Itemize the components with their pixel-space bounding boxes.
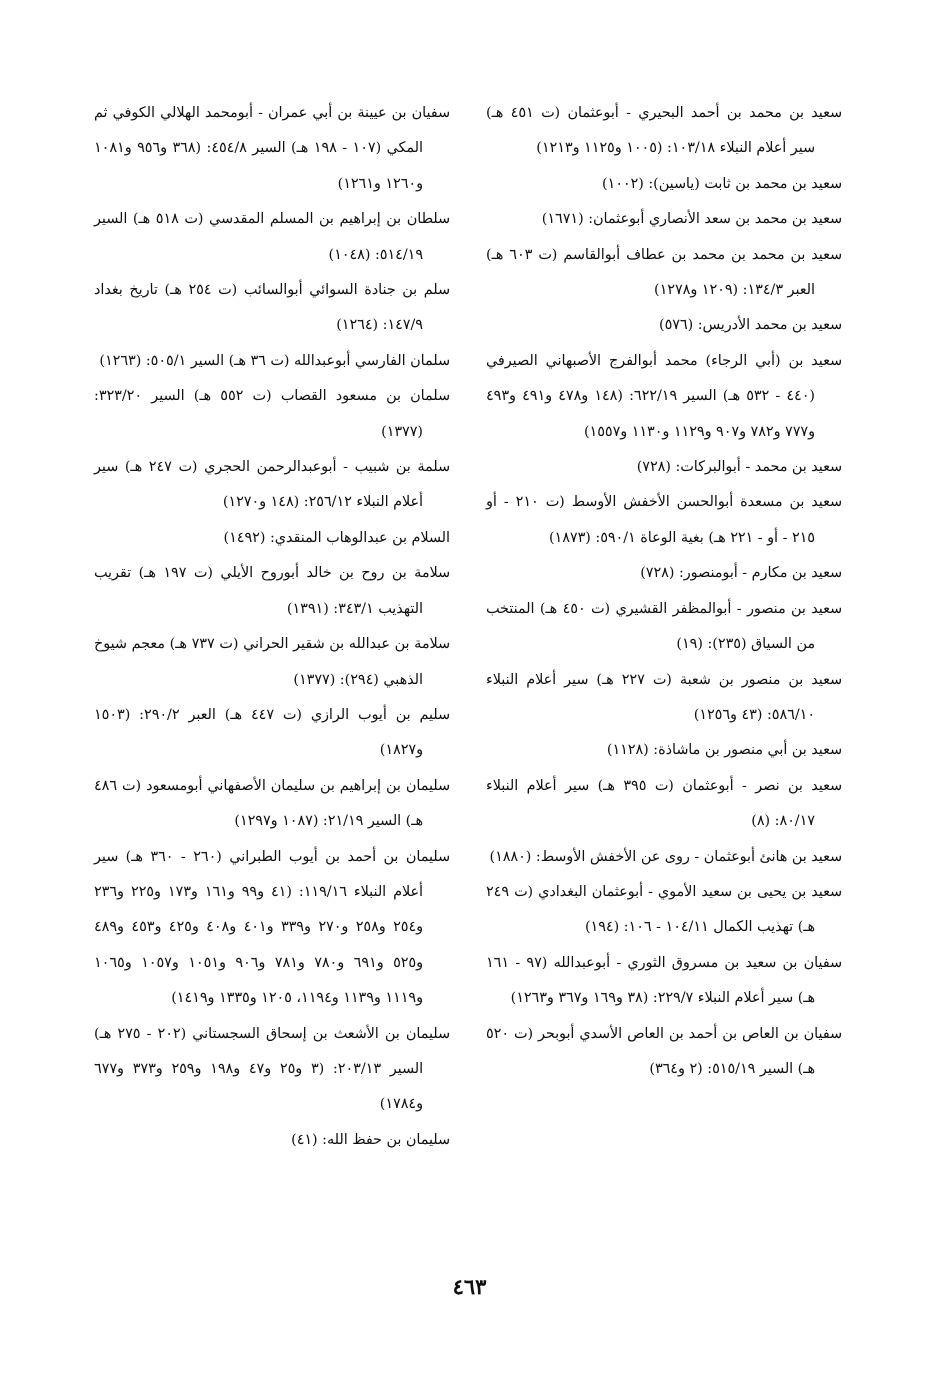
index-entry: سعيد بن مسعدة أبوالحسن الأخفش الأوسط (ت ٢١٠ - أو ٢١٥ - أو - ٢٢١ هـ) بغية الوعاة ٥٩٠/١: (١٨٧٣) xyxy=(486,494,843,546)
index-entry: سعيد بن محمد بن ثابت (ياسين): (١٠٠٢) xyxy=(601,175,842,192)
index-entry: سليمان بن حفظ الله: (٤١) xyxy=(291,1131,450,1148)
index-entry: سفيان بن عيينة بن أبي عمران - أبومحمد الهلالي الكوفي ثم المكي (١٠٧ - ١٩٨ هـ) السير ٤٥٤/٨: (٣٦٨ و٩٥٦ و١٠٨١ و١٢٦٠ و١٢٦١) xyxy=(94,105,450,192)
index-entry: سلامة بن عبدالله بن شقير الحراني (ت ٧٣٧ هـ) معجم شيوخ الذهبي (٢٩٤): (١٣٧٧) xyxy=(94,636,450,688)
page-number: ٤٦٣ xyxy=(452,1274,487,1299)
index-entry: سعيد بن هانئ أبوعثمان - روى عن الأخفش الأوسط: (١٨٨٠) xyxy=(489,848,842,865)
index-entry: سلمان بن مسعود القصاب (ت ٥٥٢ هـ) السير ٣٢٣/٢٠: (١٣٧٧) xyxy=(94,388,450,440)
index-entry: سعيد بن (أبي الرجاء) محمد أبوالفرج الأصبهاني الصيرفي (٤٤٠ - ٥٣٢ هـ) السير ٦٢٢/١٩: (١٤٨ و٤٧٨ و٤٩١ و٤٩٣ و٧٧٧ و٧٨٢ و٩٠٧ و١١٢٩ و١١٣٠ و١٥٥٧) xyxy=(486,352,842,440)
index-entry: سليمان بن الأشعث بن إسحاق السجستاني (٢٠٢ - ٢٧٥ هـ) السير ٢٠٣/١٣: (٣ و٢٥ و٤٧ و١٩٨ و٢٥٩ و٣٧٣ و٦٧٧ و١٧٨٤) xyxy=(94,1025,450,1113)
index-entry: سلامة بن روح بن خالد أبوروح الأيلي (ت ١٩٧ هـ) تقريب التهذيب ٣٤٣/١: (١٣٩١) xyxy=(94,565,451,617)
right-column xyxy=(486,96,842,1256)
index-entry: سليم بن أيوب الرازي (ت ٤٤٧ هـ) العبر ٢٩٠/٢: (١٥٠٣ و١٨٢٧) xyxy=(94,706,450,759)
index-entry: سليمان بن إبراهيم بن سليمان الأصفهاني أبومسعود (ت ٤٨٦ هـ) السير ٢١/١٩: (١٠٨٧ و١٢٩٧) xyxy=(94,777,450,830)
index-entry: سلمة بن شبيب - أبوعبدالرحمن الحجري (ت ٢٤٧ هـ) سير أعلام النبلاء ٢٥٦/١٢: (١٤٨ و١٢٧٠) xyxy=(94,459,451,511)
index-entry: سفيان بن العاص بن أحمد بن العاص الأسدي أبوبحر (ت ٥٢٠ هـ) السير ٥١٥/١٩: (٢ و٣٦٤) xyxy=(486,1025,842,1077)
index-entry: سعيد بن محمد الأدريس: (٥٧٦) xyxy=(658,317,842,334)
index-entry: سعيد بن محمد بن أحمد البحيري - أبوعثمان (ت ٤٥١ هـ) سير أعلام النبلاء ١٠٣/١٨: (١٠٠٥ و١١٢٥ و١٢١٣) xyxy=(486,105,842,157)
index-entry: سفيان بن سعيد بن مسروق الثوري - أبوعبدالله (٩٧ - ١٦١ هـ) سير أعلام النبلاء ٢٢٩/٧: (٣٨ و١٦٩ و٣٦٧ و١٢٦٣) xyxy=(486,954,842,1007)
index-entry: السلام بن عبدالوهاب المنقدي: (١٤٩٢) xyxy=(223,529,450,546)
index-entry: سعيد بن محمد بن سعد الأنصاري أبوعثمان: (١٦٧١) xyxy=(541,211,842,228)
index-columns xyxy=(94,96,842,1256)
index-entry: سعيد بن أبي منصور بن ماشاذة: (١١٢٨) xyxy=(606,742,842,759)
index-entry: سعيد بن يحيى بن سعيد الأموي - أبوعثمان البغدادي (ت ٢٤٩ هـ) تهذيب الكمال ١٠٤/١١ - ١٠٦: (١٩٤) xyxy=(486,883,842,936)
index-entry: سلم بن جنادة السوائي أبوالسائب (ت ٢٥٤ هـ) تاريخ بغداد ١٤٧/٩: (١٢٦٤) xyxy=(94,282,451,334)
index-entry: سعيد بن منصور بن شعبة (ت ٢٢٧ هـ) سير أعلام النبلاء ٥٨٦/١٠: (٤٣ و١٢٥٦) xyxy=(486,671,842,723)
left-column xyxy=(94,96,450,1256)
index-entry: سعيد بن مكارم - أبومنصور: (٧٢٨) xyxy=(640,565,842,582)
index-entry: سلمان الفارسي أبوعبدالله (ت ٣٦ هـ) السير ٥٠٥/١: (١٢٦٣) xyxy=(99,352,450,369)
index-entry: سلطان بن إبراهيم بن المسلم المقدسي (ت ٥١٨ هـ) السير ٥١٤/١٩: (١٠٤٨) xyxy=(94,211,451,263)
index-entry: سعيد بن محمد - أبوالبركات: (٧٢٨) xyxy=(636,459,842,476)
index-entry: سعيد بن منصور - أبوالمظفر القشيري (ت ٤٥٠ هـ) المنتخب من السياق (٢٣٥): (١٩) xyxy=(486,600,842,653)
index-entry: سعيد بن نصر - أبوعثمان (ت ٣٩٥ هـ) سير أعلام النبلاء ٨٠/١٧: (٨) xyxy=(486,777,843,830)
index-entry: سعيد بن محمد بن محمد بن عطاف أبوالقاسم (ت ٦٠٣ هـ) العبر ١٣٤/٣: (١٢٠٩ و١٢٧٨) xyxy=(486,246,842,299)
index-entry: سليمان بن أحمد بن أيوب الطبراني (٢٦٠ - ٣٦٠ هـ) سير أعلام النبلاء ١١٩/١٦: (٤١ و٩٩ و١٦١ و١٧٣ و٢٢٥ و٢٣٦ و٢٥٤ و٢٥٨ و٢٧٠ و٣٣٩ و٤٠١ و٤٠٨ و٤٢٥ و٤٥٣ و٤٨٩ و٥٢٥ و٦٩١ و٧٨٠ و٧٨١ و٩٠٦ و١٠٥١ و١٠٥٧ و١٠٦٥ و١١١٩ و١١٣٩ و١١٩٤، ١٢٠٥ و١٣٣٥ و١٤١٩) xyxy=(94,848,451,1007)
